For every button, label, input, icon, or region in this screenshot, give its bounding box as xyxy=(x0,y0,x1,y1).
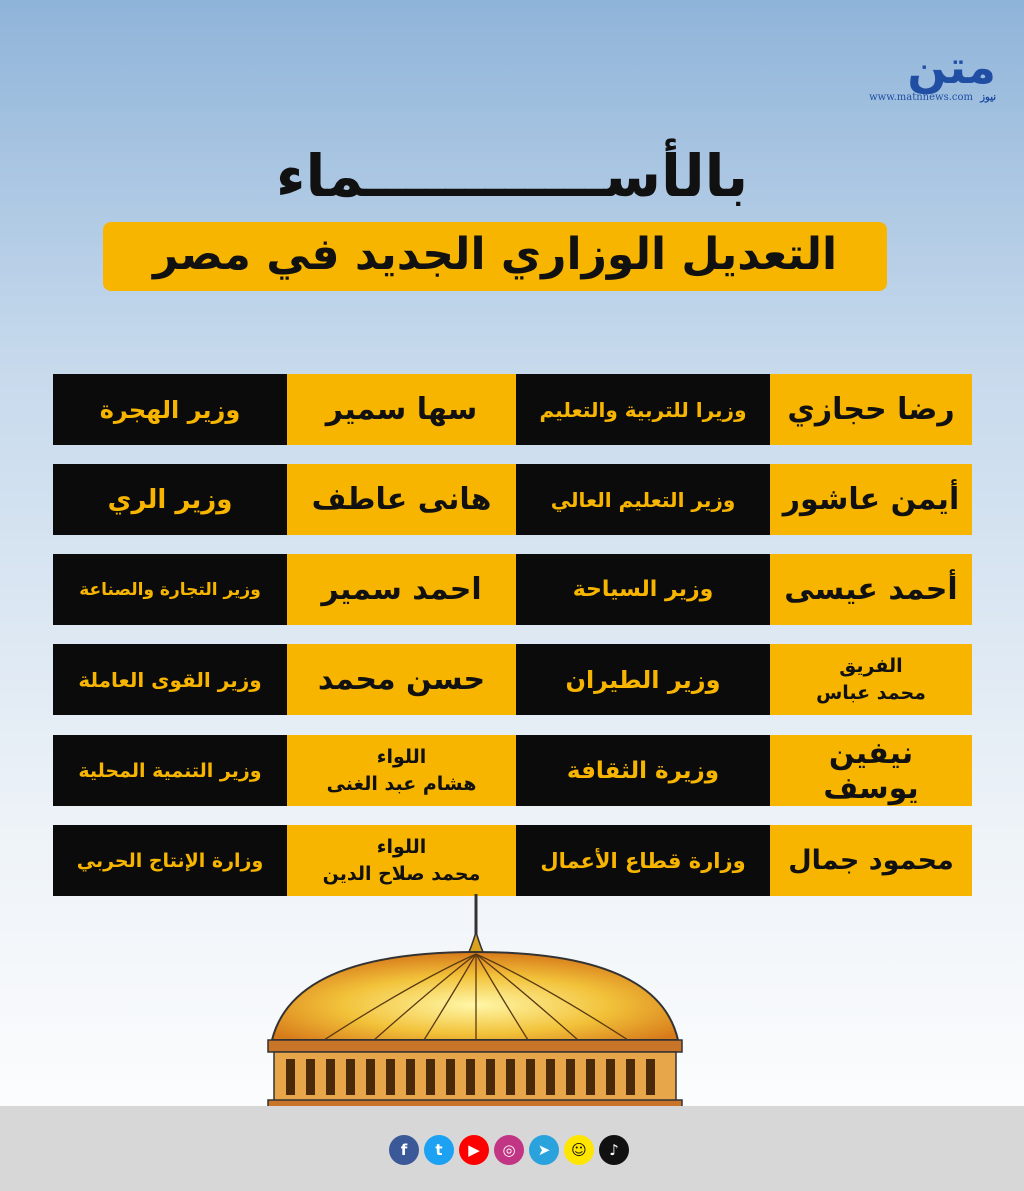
table-row xyxy=(53,374,972,445)
minister-name xyxy=(287,825,516,896)
snapchat-icon[interactable]: ☺ xyxy=(564,1135,594,1165)
minister-fullname: محمد صلاح الدين xyxy=(322,862,481,885)
minister-name: محمود جمال xyxy=(770,825,972,896)
minister-rank: اللواء xyxy=(376,835,427,858)
logo-sub xyxy=(846,92,996,103)
minister-post: وزيرا للتربية والتعليم xyxy=(516,374,770,445)
tiktok-icon[interactable]: ♪ xyxy=(599,1135,629,1165)
parliament-dome-illustration xyxy=(264,892,684,1112)
minister-name: أحمد عيسى xyxy=(770,554,972,625)
logo-site: www.matnnews.com xyxy=(869,92,974,103)
youtube-icon[interactable]: ▶ xyxy=(459,1135,489,1165)
minister-name: رضا حجازي xyxy=(770,374,972,445)
minister-rank: الفريق xyxy=(839,654,903,677)
minister-fullname: هشام عبد الغنى xyxy=(326,772,477,795)
minister-name: أيمن عاشور xyxy=(770,464,972,535)
minister-post: وزير السياحة xyxy=(516,554,770,625)
minister-post: وزارة قطاع الأعمال xyxy=(516,825,770,896)
brand-logo xyxy=(846,38,996,113)
logo-sub-word: نيوز xyxy=(980,92,996,103)
instagram-icon[interactable]: ◎ xyxy=(494,1135,524,1165)
minister-name: سها سمير xyxy=(287,374,516,445)
minister-post: وزير التنمية المحلية xyxy=(53,735,287,806)
table-row xyxy=(53,644,972,715)
minister-post: وزيرة الثقافة xyxy=(516,735,770,806)
telegram-icon[interactable]: ➤ xyxy=(529,1135,559,1165)
table-row xyxy=(53,735,972,806)
minister-rank: اللواء xyxy=(376,745,427,768)
minister-name xyxy=(770,644,972,715)
minister-fullname: محمد عباس xyxy=(816,681,926,704)
minister-post: وزير التجارة والصناعة xyxy=(53,554,287,625)
table-row xyxy=(53,464,972,535)
table-row xyxy=(53,825,972,896)
minister-name xyxy=(287,735,516,806)
minister-post: وزير التعليم العالي xyxy=(516,464,770,535)
minister-post: وزارة الإنتاج الحربي xyxy=(53,825,287,896)
table-row xyxy=(53,554,972,625)
minister-name: حسن محمد xyxy=(287,644,516,715)
minister-post: وزير القوى العاملة xyxy=(53,644,287,715)
minister-post: وزير الهجرة xyxy=(53,374,287,445)
minister-name: نيفين يوسف xyxy=(770,735,972,806)
page-subtitle: التعديل الوزاري الجديد في مصر xyxy=(103,222,887,291)
logo-word: متن xyxy=(907,40,996,94)
minister-name: احمد سمير xyxy=(287,554,516,625)
minister-post: وزير الطيران xyxy=(516,644,770,715)
minister-post: وزير الري xyxy=(53,464,287,535)
twitter-icon[interactable]: t xyxy=(424,1135,454,1165)
social-icons xyxy=(389,1135,635,1169)
facebook-icon[interactable]: f xyxy=(389,1135,419,1165)
minister-name: هانى عاطف xyxy=(287,464,516,535)
page-title: بالأســــــــــــماء xyxy=(275,142,749,210)
